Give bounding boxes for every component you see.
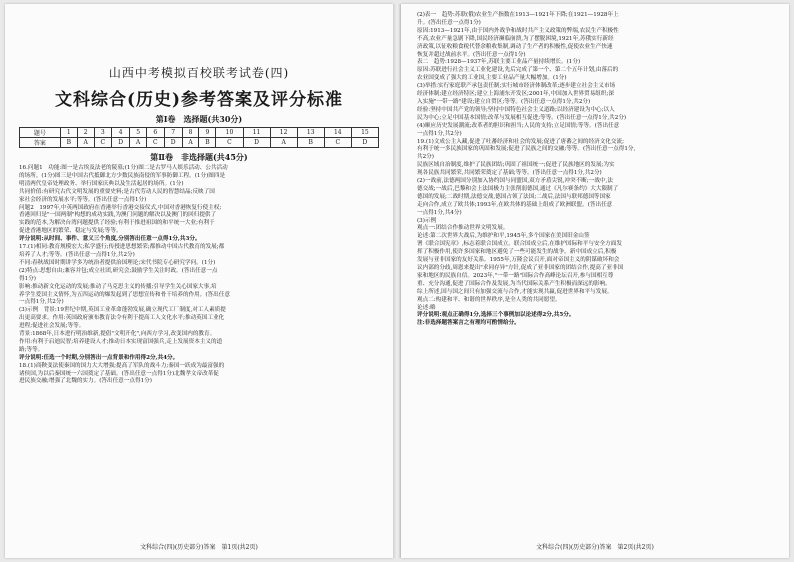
- answer-line: 进民族交融;增强了北魏的实力。(答出任意一点得1分): [19, 378, 152, 385]
- answer-cell: A: [270, 138, 297, 148]
- answer-line: 的场所。(1分)图三是中国古代抵御北方少数民族南侵的军事防御工程。(1分)图四是: [19, 172, 226, 179]
- answer-line: 不高,农业产量急剧下降,国民经济濒临崩溃,为了摆脱困境,1921年,苏俄实行新经: [417, 35, 614, 42]
- answer-line: 重、充分沟通,促进了国际合作及发展,为当代国际关系产生积极而深远的影响。: [417, 280, 611, 287]
- answer-line: 济政策,以征收粮食税代替余粮收集制,调动了生产者的积极性,促使农业生产快速: [417, 43, 613, 50]
- answer-line: 实践的范本,为解决台湾问题提供了经验;有利于推进祖国的和平统一大业;有利于: [19, 220, 215, 227]
- answer-line: 得1分): [19, 275, 36, 282]
- question-number-cell: 4: [112, 128, 130, 138]
- answer-cell: C: [94, 138, 112, 148]
- answer-cell: D: [112, 138, 130, 148]
- answer-line: 入实施"一带一路"建设;建立自贸区;等等。(答出任意一点得1分,共2分): [417, 98, 591, 105]
- answer-line: 观点一:团结合作推动世界文明发展。: [417, 225, 509, 232]
- answer-cell: A: [182, 138, 199, 148]
- exam-subtitle: 山西中考模拟百校联考试卷(四): [108, 66, 290, 80]
- answer-line: 16.问题1 功能:图一是古埃及法老的陵墓;(1分)图二是古罗马人娱乐活动、公共活动: [19, 165, 228, 171]
- answer-line: 论述:略: [417, 304, 436, 311]
- answer-line: 民族区域自治制度,维护了民族团结;巩固了祖国统一;促进了民族地区的发展;为实: [417, 162, 615, 169]
- answer-line: 注:非选择题答案言之有理均可酌情给分。: [417, 320, 520, 327]
- answer-line: (4)顺应历史发展潮流;改革者的胆识和担当;人民的支持;立足国情;等等。(答出任意: [417, 122, 620, 129]
- answer-line: 问题2 1997年,中英两国政府在香港举行香港交接仪式,中国对香港恢复行使主权;: [19, 204, 222, 211]
- page-footer-1: 文科综合(四)(历史部分)答案 第1页(共2页): [140, 544, 258, 551]
- answer-line: (3)举措:实行家庭联产承包责任制;实行城市经济体制改革;逐步建立社会主义市场: [417, 83, 616, 90]
- answer-line: 表二 趋势:1928—1937年,苏联主要工业品产量持续增长。(1分): [417, 59, 581, 66]
- answer-cell: D: [164, 138, 182, 148]
- answer-line: 作用:有利于启迪民智;培养建设人才;推动日本实现富国强兵,走上发展资本主义的道: [19, 338, 223, 345]
- answer-page-1: [5, 4, 393, 558]
- answer-cell: C: [216, 138, 243, 148]
- question-number-cell: 2: [77, 128, 94, 138]
- answer-line: (2)特点:思想自由;兼容并包;成立社团,研究会;鼓励学生关注时政。(答出任意一点: [19, 267, 218, 274]
- answer-cell: C: [324, 138, 351, 148]
- page-fold: [393, 4, 401, 558]
- answer-line: 共2分): [417, 154, 434, 161]
- answer-line: 一点得1分,共2分): [19, 299, 64, 306]
- question-number-cell: 9: [199, 128, 216, 138]
- question-number-cell: 6: [146, 128, 164, 138]
- answer-line: 德交战;一战后,巴黎和会上法国极力主张削弱德国,通过《凡尔赛条约》大大限制了: [417, 185, 619, 192]
- answer-line: 培养了人才;等等。(答出任意一点得1分,共2分): [19, 251, 135, 258]
- answer-line: 原因:苏联进行社会主义工业化建设,先后完成了第一个、第二个五年计划,由落后的: [417, 67, 619, 74]
- answer-line: 一点得1分,共2分): [417, 130, 462, 137]
- answer-line: (3)示例: [417, 217, 437, 224]
- answer-table-number-row: [20, 128, 379, 138]
- answer-line: 原因:1913—1921年,由于国内外战争和战时共产主义政策的弊端,农民生产积极性: [417, 27, 619, 34]
- answer-body-page-2: [417, 12, 777, 328]
- answer-line: 德国的发展;二战时期,法德交战,德国占领了法国;二战后,法国与联邦德国等国家: [417, 193, 611, 200]
- answer-cell: A: [77, 138, 94, 148]
- answer-line: (2)表一 趋势:苏联(俄)农业生产指数在1913—1921年下降;在1921—1928年上: [417, 12, 619, 18]
- answer-line: (2)一战前,法德两国分别加入协约国与同盟国,双方矛盾尖锐,冲突不断;一战中,法: [417, 178, 613, 185]
- answer-line: 评分说明:从时间、事件、意义三个角度,分别答出任意一点得1分,共3分。: [19, 236, 201, 243]
- answer-page-2: [401, 4, 789, 558]
- answer-cell: C: [146, 138, 164, 148]
- answer-line: (3)示例 背景:19世纪中期,英国工业革命蓬勃发展,确立现代工厂制度,对工人素质提: [19, 307, 226, 314]
- answer-line: 经验:坚持中国共产党的领导;坚持中国特色社会主义道路;以经济建设为中心;以人: [417, 106, 615, 113]
- answer-line: 不同:春秋战国时期讲学多为统治者提供治国理论;宋代书院专心研究学问。(1分): [19, 259, 216, 266]
- answer-line: 明清两代皇帝处理政务、举行国家庆典以及生活起居的场所。(1分): [19, 180, 184, 187]
- answer-line: 18.(1)商鞅变法使秦国的国力大大增强;提高了军队的战斗力;秦国一跃成为最富强的: [19, 362, 225, 369]
- answer-cell: A: [130, 138, 147, 148]
- question-number-cell: 11: [243, 128, 270, 138]
- answer-line: 有利于统一多民族国家的巩固和发展;促进了民族之间的交融;等等。(答出任意一点得1分,: [417, 146, 636, 153]
- question-number-cell: 8: [182, 128, 199, 138]
- document-title: 文科综合(历史)参考答案及评分标准: [54, 90, 344, 110]
- answer-line: 共同价值:有研究古代文明发展的重要史料;是古代劳动人民的智慧结晶;反映了国: [19, 188, 215, 195]
- answer-cell: B: [297, 138, 324, 148]
- answer-line: 恢复并超过战前水平。(答出任意一点得1分): [417, 51, 526, 58]
- answer-line: 发展与亚非国家的友好关系。1955年,万隆会议召开,面对帝国主义的阴谋破坏和会: [417, 257, 620, 264]
- answer-key-table: [19, 127, 379, 148]
- answer-table-label: 答案: [20, 138, 61, 148]
- question-number-cell: 10: [216, 128, 243, 138]
- answer-line: 经济体制;建立经济特区;建立上海浦东开发区;2001年,中国加入世界贸易组织;深: [417, 91, 614, 98]
- answer-cell: D: [243, 138, 270, 148]
- answer-line: 一点得1分,共4分): [417, 209, 462, 216]
- answer-line: 影响:推动新文化运动的发展;推动了马克思主义的传播;引导学生关心国家大事,培: [19, 283, 217, 290]
- answer-line: 现各民族共同繁荣,共同繁荣奠定了基础;等等。(答出任意一点得1分,共2分): [417, 170, 602, 177]
- answer-table-answer-row: [20, 138, 379, 148]
- answer-line: 进程;促进社会发展;等等。: [19, 323, 85, 330]
- answer-cell: D: [351, 138, 378, 148]
- answer-line: 家社会经济的发展水平;等等。(答出任意一点得1分): [19, 196, 147, 203]
- section-heading-choice: 第Ⅰ卷 选择题(共30分): [155, 114, 243, 124]
- question-number-cell: 7: [164, 128, 182, 138]
- answer-line: 香港回归是"一国两制"构想的成功实践,为澳门问题的解决以及澳门的回归提供了: [19, 212, 217, 219]
- answer-line: 论述:第二次世界大战后,为维护和平,1945年,多个国家在美国旧金山签: [417, 233, 590, 240]
- answer-line: 出更高要求。作用:英国政府颁布教育法令有利于提高工人文化水平;推动英国工业化: [19, 315, 225, 322]
- answer-line: 路;等等。: [19, 346, 44, 353]
- answer-line: 综上所述,国与国之间只有加强交流与合作,才能实现共赢,促进世界和平与发展。: [417, 288, 613, 295]
- answer-line: 家和地区的民族自信。2023年,"一带一路"国际合作高峰论坛召开,参与国相互尊: [417, 272, 614, 279]
- answer-line: 19.(1)文成公主入藏,促进了吐蕃经济和社会的发展;促进了唐蕃之间的经济文化交流;: [417, 138, 624, 145]
- answer-line: 评分说明:任选一个时期,分别答出一点背景和作用得2分,共4分。: [19, 354, 179, 361]
- question-number-cell: 3: [94, 128, 112, 138]
- answer-line: 17.(1)相同:教育规模宏大;私学盛行;传授进思想繁荣;都推动中国古代教育的发展;都: [19, 244, 225, 251]
- answer-line: 观点二:构建和平、和谐的世界秩序,是全人类的共同愿望。: [417, 296, 561, 303]
- answer-line: 促进香港地区的繁荣、稳定与发展;等等。: [19, 228, 122, 235]
- question-number-cell: 12: [270, 128, 297, 138]
- question-number-cell: 5: [130, 128, 147, 138]
- answer-line: 署《联合国宪章》,标志着联合国成立。联合国成立后,在维护国际和平与安全方面发: [417, 241, 622, 248]
- page-footer-2: 文科综合(四)(历史部分)答案 第2页(共2页): [536, 544, 654, 551]
- answer-line: 诸侯国,为以后秦国统一六国奠定了基础。(答出任意一点得1分)北魏孝文帝改革促: [19, 370, 219, 377]
- question-number-cell: 15: [351, 128, 378, 138]
- answer-line: 民为中心;立足中国基本国情;改革与发展相互促进;等等。(答出任意一点得1分,共2分): [417, 114, 627, 121]
- answer-line: 走向合作,成立了欧共体;1993年,在欧共体的基础上组成了欧洲联盟。(答出任意: [417, 201, 613, 208]
- question-number-cell: 1: [60, 128, 77, 138]
- answer-line: 升。(答出任意一点得1分): [417, 19, 481, 26]
- answer-cell: B: [199, 138, 216, 148]
- answer-line: 评分说明:观点正确得1分,选择三个事例加以论述得2分,共5分。: [417, 312, 575, 319]
- answer-cell: B: [60, 138, 77, 148]
- question-number-cell: 14: [324, 128, 351, 138]
- answer-line: 挥了积极作用,使许多国家和地区避免了一些可能发生的战争。新中国成立后,积极: [417, 249, 617, 256]
- answer-line: 养学生爱国主义情怀,为五四运动的爆发起到了思想宣传和骨干培养的作用。(答出任意: [19, 291, 230, 298]
- answer-body-page-1: [19, 165, 379, 386]
- question-number-cell: 13: [297, 128, 324, 138]
- answer-line: 背景:1868年,日本进行明治维新,提倡"文明开化",向西方学习,改变国内的教育。: [19, 331, 216, 338]
- answer-table-label: 题号: [20, 128, 61, 138]
- answer-line: 议内部的分歧,周恩来提出"求同存异"方针,促成了亚非国家的团结合作,提高了亚非国: [417, 265, 624, 271]
- answer-line: 农业国变成了强大的工业国,主要工业品产量大幅增加。(1分): [417, 75, 567, 82]
- section-heading-nonchoice: 第Ⅱ卷 非选择题(共45分): [150, 152, 248, 162]
